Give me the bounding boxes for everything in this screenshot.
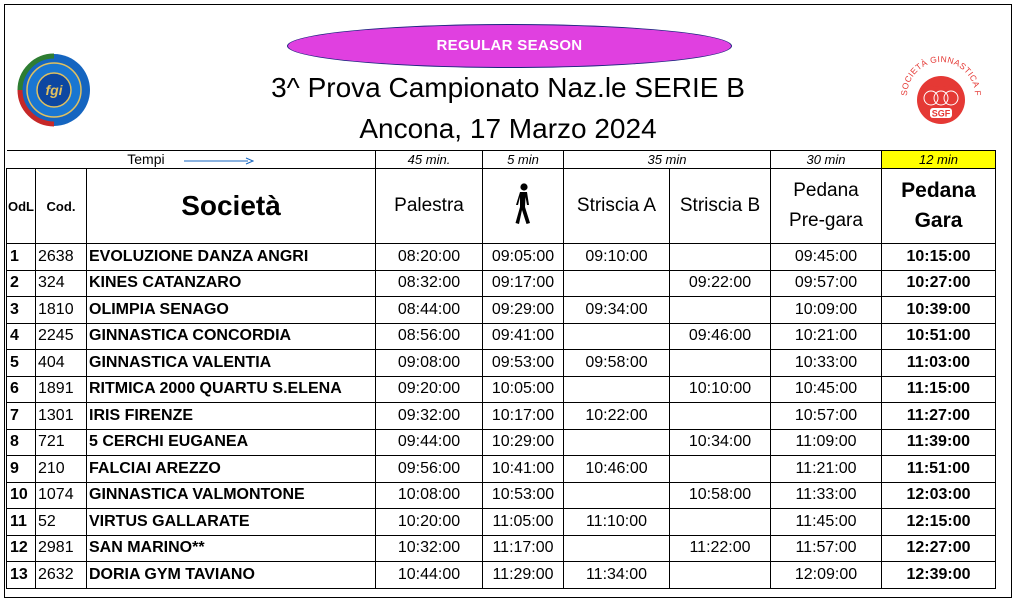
cell-odl: 5 — [7, 350, 36, 377]
cell-palestra: 10:44:00 — [376, 562, 483, 589]
tempi-label: Tempi — [127, 151, 165, 167]
table-row — [7, 482, 996, 509]
cell-cod: 404 — [36, 350, 87, 377]
schedule-table — [6, 150, 996, 589]
table-row — [7, 403, 996, 430]
sgf-logo — [893, 44, 989, 140]
cell-societa: GINNASTICA VALENTIA — [87, 350, 376, 377]
cell-walk: 11:29:00 — [483, 562, 564, 589]
cell-gara: 11:15:00 — [882, 376, 996, 403]
cell-pregara: 11:21:00 — [771, 456, 882, 483]
cell-cod: 2632 — [36, 562, 87, 589]
cell-striscia-a: 11:34:00 — [564, 562, 670, 589]
svg-text:SOCIETÀ GINNASTICA FABRIANO: SOCIETÀ GINNASTICA F — [898, 53, 984, 97]
regular-season-badge — [287, 24, 732, 68]
table-row — [7, 535, 996, 562]
tempi-row — [7, 151, 996, 169]
cell-striscia-b — [670, 403, 771, 430]
cell-palestra: 08:56:00 — [376, 323, 483, 350]
cell-striscia-b: 10:34:00 — [670, 429, 771, 456]
cell-striscia-a: 09:34:00 — [564, 297, 670, 324]
svg-text:fgi: fgi — [45, 82, 63, 98]
cell-striscia-b: 11:22:00 — [670, 535, 771, 562]
cell-walk: 11:05:00 — [483, 509, 564, 536]
cell-cod: 1810 — [36, 297, 87, 324]
cell-gara: 12:15:00 — [882, 509, 996, 536]
col-gara — [882, 169, 996, 244]
cell-odl: 7 — [7, 403, 36, 430]
cell-odl: 8 — [7, 429, 36, 456]
col-walk — [483, 169, 564, 244]
cell-societa: 5 CERCHI EUGANEA — [87, 429, 376, 456]
cell-palestra: 09:44:00 — [376, 429, 483, 456]
cell-pregara: 11:45:00 — [771, 509, 882, 536]
cell-odl: 2 — [7, 270, 36, 297]
col-palestra: Palestra — [376, 169, 483, 244]
cell-cod: 210 — [36, 456, 87, 483]
table-row — [7, 297, 996, 324]
cell-pregara: 09:57:00 — [771, 270, 882, 297]
cell-striscia-a — [564, 482, 670, 509]
cell-gara: 11:51:00 — [882, 456, 996, 483]
cell-striscia-a: 11:10:00 — [564, 509, 670, 536]
table-row — [7, 509, 996, 536]
col-pregara — [771, 169, 882, 244]
col-striscia-a: Striscia A — [564, 169, 670, 244]
cell-societa: EVOLUZIONE DANZA ANGRI — [87, 244, 376, 271]
cell-pregara: 10:45:00 — [771, 376, 882, 403]
cell-gara: 10:15:00 — [882, 244, 996, 271]
cell-walk: 10:29:00 — [483, 429, 564, 456]
cell-pregara: 11:33:00 — [771, 482, 882, 509]
cell-walk: 09:05:00 — [483, 244, 564, 271]
table-row — [7, 456, 996, 483]
cell-odl: 10 — [7, 482, 36, 509]
cell-societa: SAN MARINO** — [87, 535, 376, 562]
cell-societa: DORIA GYM TAVIANO — [87, 562, 376, 589]
cell-cod: 52 — [36, 509, 87, 536]
cell-gara: 10:39:00 — [882, 297, 996, 324]
cell-pregara: 10:57:00 — [771, 403, 882, 430]
table-row — [7, 429, 996, 456]
table-row — [7, 270, 996, 297]
cell-walk: 10:41:00 — [483, 456, 564, 483]
cell-cod: 2245 — [36, 323, 87, 350]
cell-odl: 1 — [7, 244, 36, 271]
cell-striscia-b: 09:46:00 — [670, 323, 771, 350]
table-row — [7, 323, 996, 350]
col-pregara-line1: Pedana — [793, 180, 859, 202]
cell-striscia-b: 10:58:00 — [670, 482, 771, 509]
cell-walk: 11:17:00 — [483, 535, 564, 562]
col-pregara-line2: Pre-gara — [789, 210, 863, 232]
cell-palestra: 09:08:00 — [376, 350, 483, 377]
table-row — [7, 562, 996, 589]
cell-pregara: 12:09:00 — [771, 562, 882, 589]
tempi-palestra: 45 min. — [376, 151, 483, 169]
cell-odl: 6 — [7, 376, 36, 403]
cell-cod: 2638 — [36, 244, 87, 271]
tempi-striscia: 35 min — [564, 151, 771, 169]
cell-odl: 13 — [7, 562, 36, 589]
cell-palestra: 10:08:00 — [376, 482, 483, 509]
cell-walk: 10:53:00 — [483, 482, 564, 509]
cell-societa: VIRTUS GALLARATE — [87, 509, 376, 536]
cell-societa: FALCIAI AREZZO — [87, 456, 376, 483]
cell-odl: 9 — [7, 456, 36, 483]
cell-gara: 11:39:00 — [882, 429, 996, 456]
tempi-gara: 12 min — [882, 151, 996, 169]
cell-cod: 1301 — [36, 403, 87, 430]
cell-pregara: 11:09:00 — [771, 429, 882, 456]
table-row — [7, 350, 996, 377]
tempi-walk: 5 min — [483, 151, 564, 169]
cell-striscia-a: 10:46:00 — [564, 456, 670, 483]
cell-walk: 09:17:00 — [483, 270, 564, 297]
cell-striscia-a — [564, 535, 670, 562]
cell-palestra: 10:32:00 — [376, 535, 483, 562]
arrow-right-icon — [184, 153, 254, 168]
cell-cod: 721 — [36, 429, 87, 456]
cell-striscia-a — [564, 270, 670, 297]
cell-pregara: 11:57:00 — [771, 535, 882, 562]
cell-striscia-a: 10:22:00 — [564, 403, 670, 430]
cell-walk: 10:17:00 — [483, 403, 564, 430]
cell-striscia-b: 09:22:00 — [670, 270, 771, 297]
cell-striscia-b — [670, 562, 771, 589]
col-cod: Cod. — [36, 169, 87, 244]
cell-walk: 10:05:00 — [483, 376, 564, 403]
cell-cod: 324 — [36, 270, 87, 297]
cell-gara: 11:03:00 — [882, 350, 996, 377]
cell-gara: 10:27:00 — [882, 270, 996, 297]
cell-societa: IRIS FIRENZE — [87, 403, 376, 430]
cell-gara: 11:27:00 — [882, 403, 996, 430]
cell-striscia-b — [670, 244, 771, 271]
cell-palestra: 08:20:00 — [376, 244, 483, 271]
cell-palestra: 10:20:00 — [376, 509, 483, 536]
walking-person-icon — [512, 212, 534, 229]
cell-cod: 2981 — [36, 535, 87, 562]
cell-pregara: 09:45:00 — [771, 244, 882, 271]
cell-striscia-a — [564, 376, 670, 403]
cell-odl: 3 — [7, 297, 36, 324]
cell-odl: 4 — [7, 323, 36, 350]
cell-striscia-a — [564, 429, 670, 456]
cell-societa: OLIMPIA SENAGO — [87, 297, 376, 324]
page-title: 3^ Prova Campionato Naz.le SERIE B — [271, 72, 745, 103]
cell-palestra: 09:56:00 — [376, 456, 483, 483]
cell-societa: RITMICA 2000 QUARTU S.ELENA — [87, 376, 376, 403]
cell-striscia-b — [670, 456, 771, 483]
cell-striscia-a: 09:58:00 — [564, 350, 670, 377]
cell-cod: 1891 — [36, 376, 87, 403]
cell-striscia-b: 10:10:00 — [670, 376, 771, 403]
cell-striscia-b — [670, 509, 771, 536]
cell-walk: 09:41:00 — [483, 323, 564, 350]
cell-cod: 1074 — [36, 482, 87, 509]
cell-striscia-b — [670, 350, 771, 377]
cell-walk: 09:53:00 — [483, 350, 564, 377]
cell-palestra: 08:32:00 — [376, 270, 483, 297]
cell-societa: GINNASTICA VALMONTONE — [87, 482, 376, 509]
cell-striscia-a: 09:10:00 — [564, 244, 670, 271]
cell-striscia-b — [670, 297, 771, 324]
cell-odl: 11 — [7, 509, 36, 536]
tempi-label-cell — [7, 151, 376, 169]
col-gara-line1: Pedana — [901, 179, 976, 203]
table-row — [7, 376, 996, 403]
cell-pregara: 10:21:00 — [771, 323, 882, 350]
table-row — [7, 244, 996, 271]
cell-gara: 12:39:00 — [882, 562, 996, 589]
cell-palestra: 09:32:00 — [376, 403, 483, 430]
cell-pregara: 10:09:00 — [771, 297, 882, 324]
cell-gara: 12:03:00 — [882, 482, 996, 509]
col-odl: OdL — [7, 169, 36, 244]
badge-label: REGULAR SEASON — [436, 37, 583, 54]
cell-gara: 12:27:00 — [882, 535, 996, 562]
cell-striscia-a — [564, 323, 670, 350]
col-striscia-b: Striscia B — [670, 169, 771, 244]
col-gara-line2: Gara — [914, 209, 963, 233]
cell-societa: KINES CATANZARO — [87, 270, 376, 297]
cell-walk: 09:29:00 — [483, 297, 564, 324]
tempi-pregara: 30 min — [771, 151, 882, 169]
page-subtitle: Ancona, 17 Marzo 2024 — [359, 113, 657, 144]
cell-palestra: 08:44:00 — [376, 297, 483, 324]
cell-pregara: 10:33:00 — [771, 350, 882, 377]
cell-gara: 10:51:00 — [882, 323, 996, 350]
cell-odl: 12 — [7, 535, 36, 562]
cell-palestra: 09:20:00 — [376, 376, 483, 403]
header-row — [7, 169, 996, 244]
cell-societa: GINNASTICA CONCORDIA — [87, 323, 376, 350]
svg-text:SGF: SGF — [931, 108, 951, 119]
col-societa: Società — [87, 169, 376, 244]
